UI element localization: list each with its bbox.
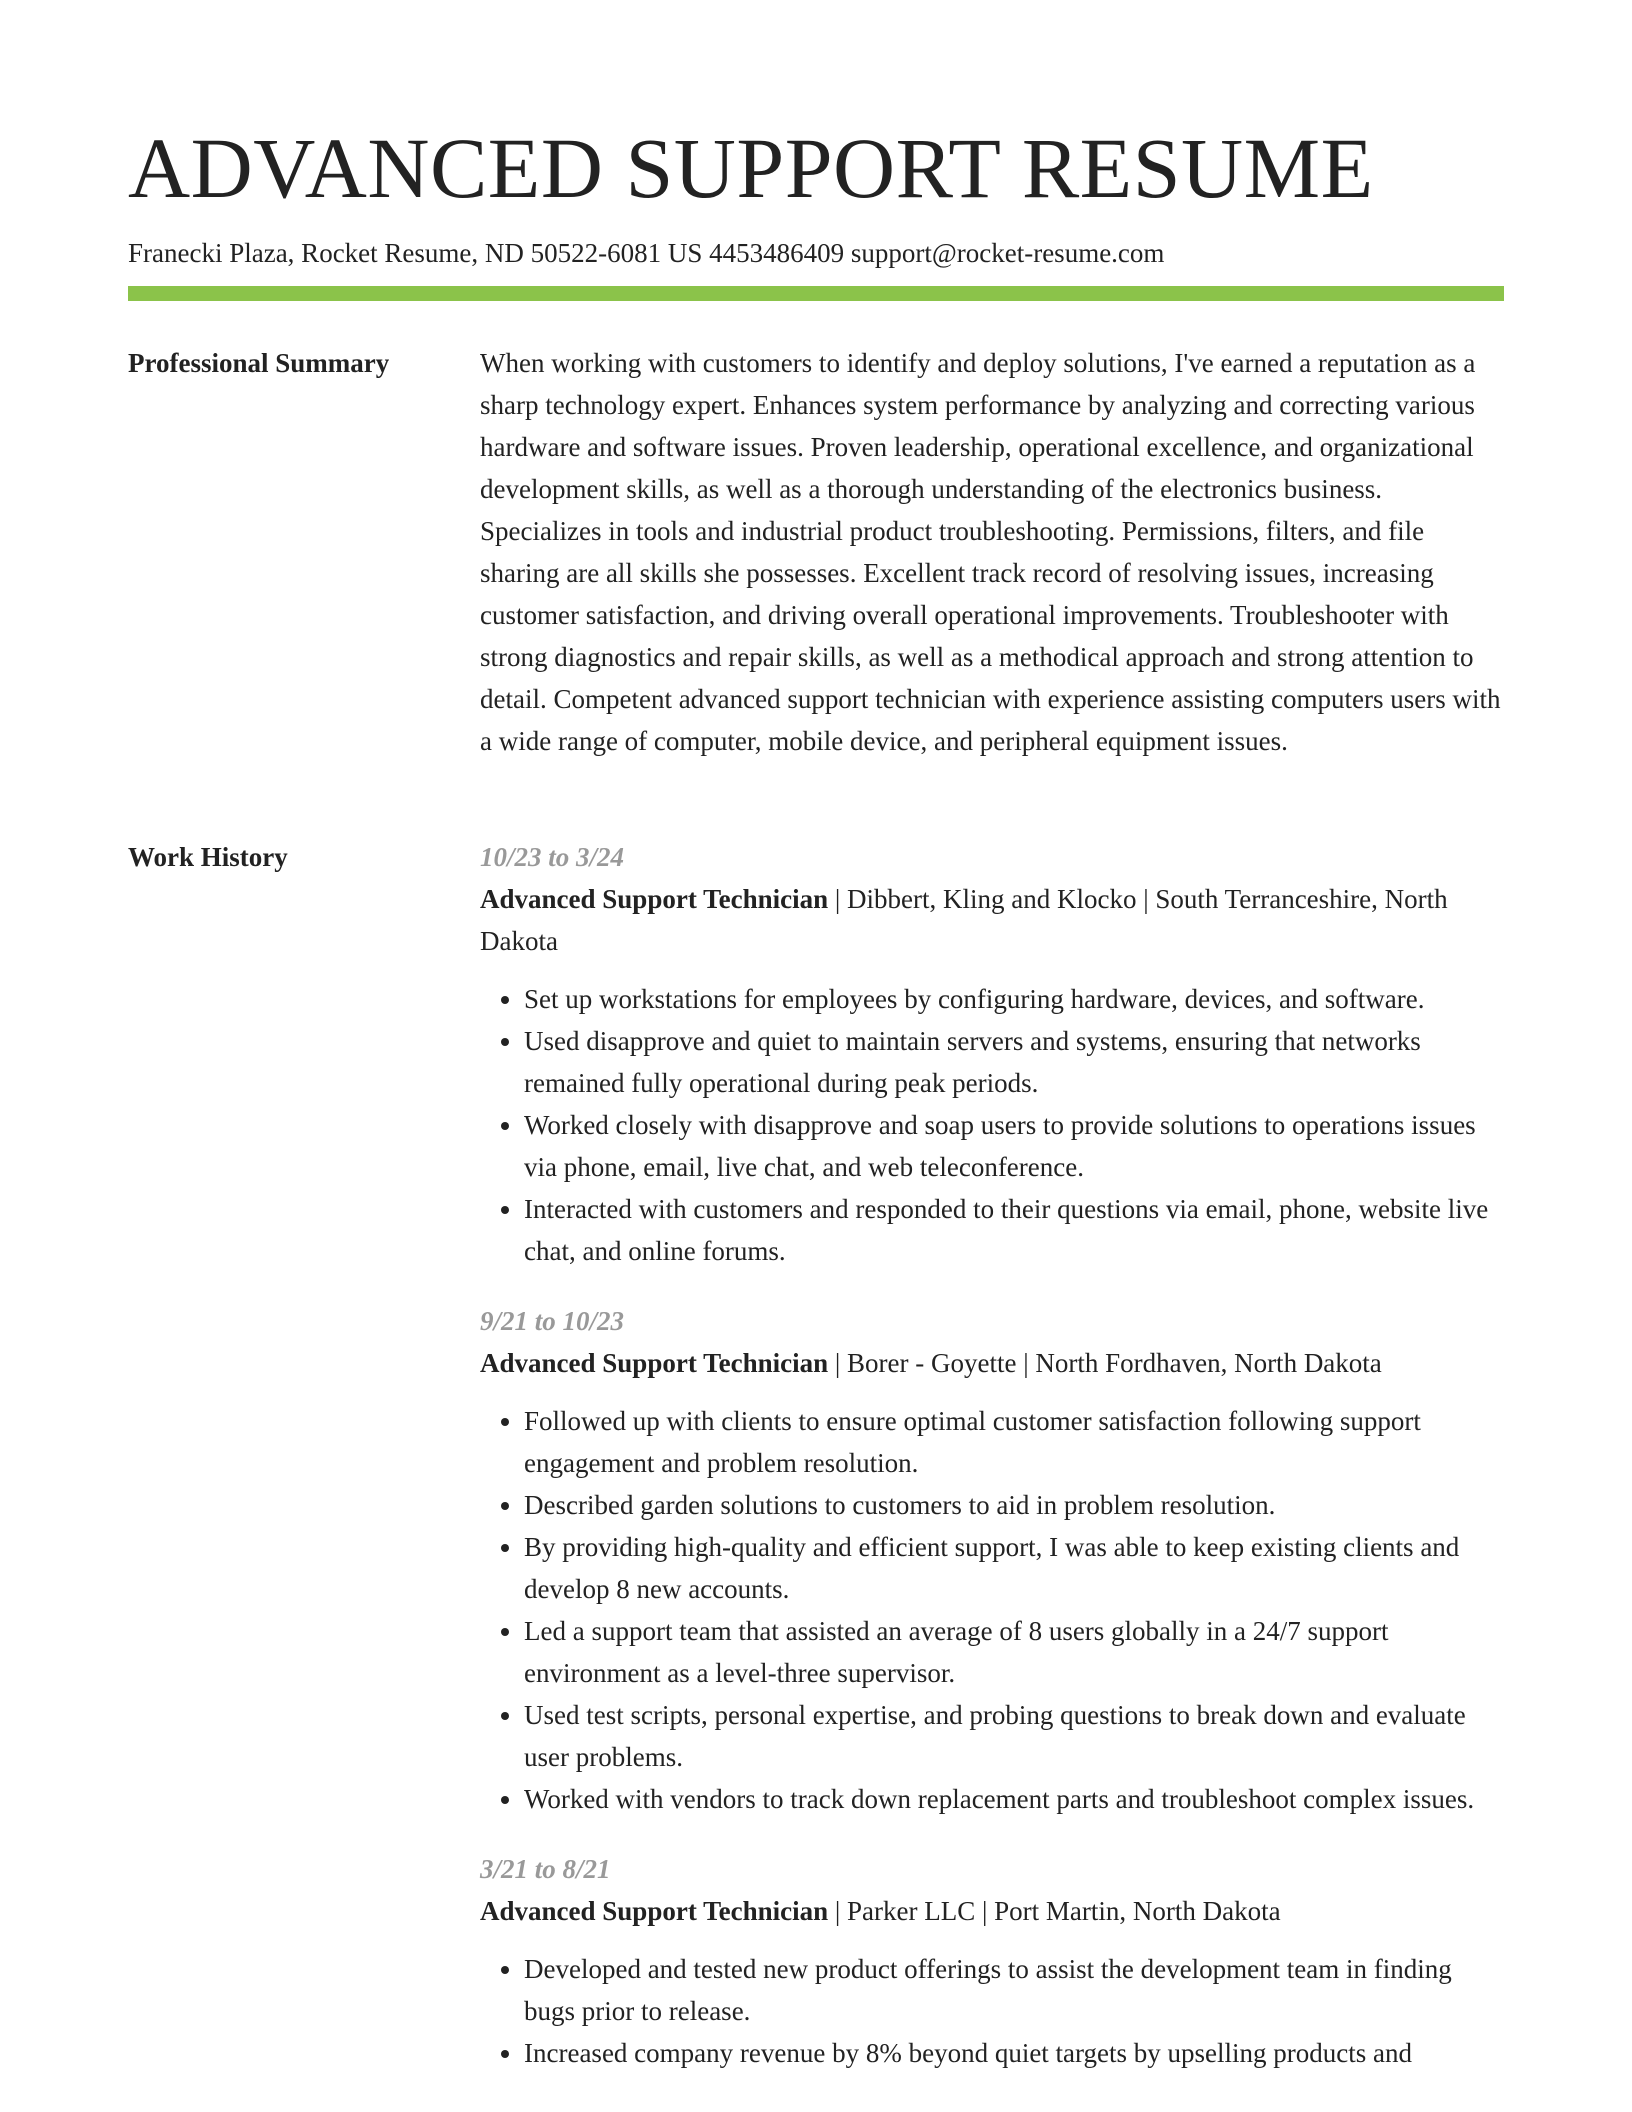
header-divider bbox=[128, 286, 1504, 301]
job-bullet: • Interacted with customers and responded to their questions via email, phone, website live chat, and online forums. bbox=[524, 1188, 1504, 1272]
summary-label: Professional Summary bbox=[128, 348, 390, 378]
work-history-label: Work History bbox=[128, 842, 288, 872]
summary-section bbox=[128, 342, 1504, 762]
resume-title: ADVANCED SUPPORT RESUME bbox=[128, 120, 1374, 216]
job-entry bbox=[480, 1300, 1504, 1820]
summary-body bbox=[480, 342, 1504, 762]
job-entry bbox=[480, 836, 1504, 1272]
job-dates: 10/23 to 3/24 bbox=[480, 842, 625, 872]
job-heading bbox=[480, 878, 1504, 962]
job-bullet: • Set up workstations for employees by configuring hardware, devices, and software. bbox=[524, 978, 1504, 1020]
job-title: Advanced Support Technician bbox=[480, 884, 829, 914]
contact-line: Franecki Plaza, Rocket Resume, ND 50522-6081 US 4453486409 support@rocket-resume.com bbox=[128, 238, 1165, 268]
work-history-body bbox=[480, 836, 1504, 2102]
job-bullet: • Led a support team that assisted an average of 8 users globally in a 24/7 support environment as a level-three supervisor. bbox=[524, 1610, 1504, 1694]
job-bullet: • Followed up with clients to ensure optimal customer satisfaction following support engagement and problem resolution. bbox=[524, 1400, 1504, 1484]
job-title: Advanced Support Technician bbox=[480, 1896, 829, 1926]
resume-header bbox=[128, 118, 1504, 270]
job-details: | Borer - Goyette | North Fordhaven, North Dakota bbox=[828, 1348, 1382, 1378]
job-bullet: • Worked closely with disapprove and soap users to provide solutions to operations issues via phone, email, live chat, and web teleconference. bbox=[524, 1104, 1504, 1188]
job-bullet: • Used test scripts, personal expertise, and probing questions to break down and evaluate user problems. bbox=[524, 1694, 1504, 1778]
job-bullet-list bbox=[480, 1948, 1504, 2074]
job-dates: 3/21 to 8/21 bbox=[480, 1854, 611, 1884]
job-bullet: • Developed and tested new product offerings to assist the development team in finding bugs prior to release. bbox=[524, 1948, 1504, 2032]
job-details: | Dibbert, Kling and Klocko | South Terranceshire, North Dakota bbox=[480, 884, 1448, 956]
summary-text: When working with customers to identify and deploy solutions, I've earned a reputation as a sharp technology expert. Enhances system performance by analyzing and correcting various hardware and software issues. Proven leadership, operational excellence, and organizational development skills, as well as a thorough understanding of the electronics business. Specializes in tools and industrial product troubleshooting. Permissions, filters, and file sharing are all skills she possesses. Excellent track record of resolving issues, increasing customer satisfaction, and driving overall operational improvements. Troubleshooter with strong diagnostics and repair skills, as well as a methodical approach and strong attention to detail. Competent advanced support technician with experience assisting computers users with a wide range of computer, mobile device, and peripheral equipment issues. bbox=[480, 348, 1501, 756]
job-heading bbox=[480, 1890, 1504, 1932]
job-bullet: • Increased company revenue by 8% beyond quiet targets by upselling products and bbox=[524, 2032, 1504, 2074]
job-heading bbox=[480, 1342, 1504, 1384]
job-bullet: • Worked with vendors to track down replacement parts and troubleshoot complex issues. bbox=[524, 1778, 1504, 1820]
job-entry bbox=[480, 1848, 1504, 2074]
work-history-section bbox=[128, 836, 1504, 2102]
job-bullet: • Described garden solutions to customers to aid in problem resolution. bbox=[524, 1484, 1504, 1526]
job-details: | Parker LLC | Port Martin, North Dakota bbox=[828, 1896, 1281, 1926]
job-bullet: • By providing high-quality and efficient support, I was able to keep existing clients and develop 8 new accounts. bbox=[524, 1526, 1504, 1610]
job-dates: 9/21 to 10/23 bbox=[480, 1306, 625, 1336]
job-bullet: • Used disapprove and quiet to maintain servers and systems, ensuring that networks remained fully operational during peak periods. bbox=[524, 1020, 1504, 1104]
job-bullet-list bbox=[480, 978, 1504, 1272]
job-bullet-list bbox=[480, 1400, 1504, 1820]
job-title: Advanced Support Technician bbox=[480, 1348, 829, 1378]
